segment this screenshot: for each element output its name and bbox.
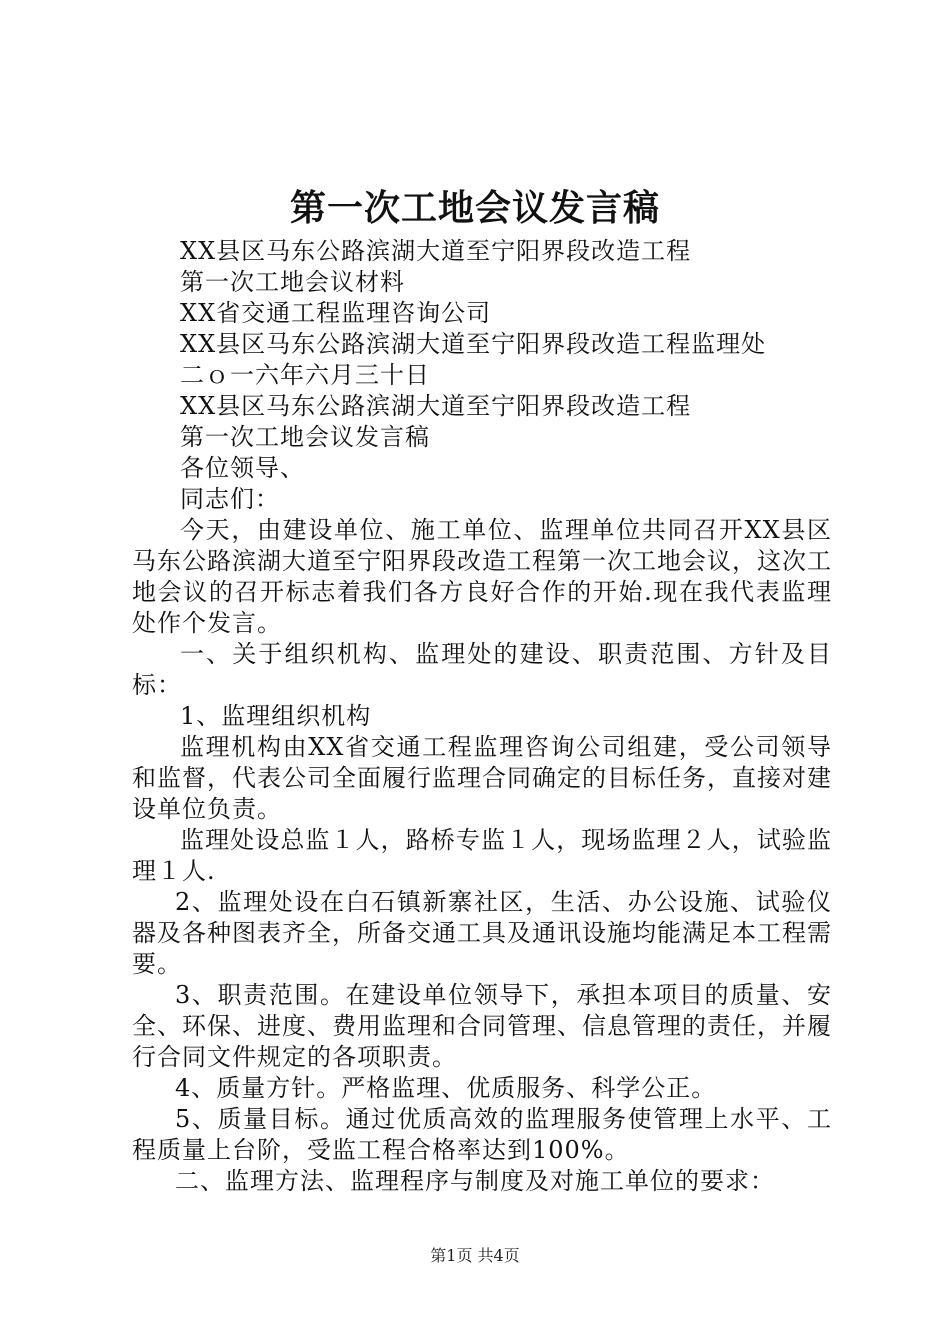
paragraph-responsibilities: 3、职责范围。在建设单位领导下，承担本项目的质量、安全、环保、进度、费用监理和合同管理、信息管理的责任，并履行合同文件规定的各项职责。 [132, 981, 832, 1071]
material-title-line: 第一次工地会议材料 [180, 268, 405, 296]
salutation-comrades: 同志们： [180, 485, 280, 513]
company-name-line: XX省交通工程监理咨询公司 [180, 299, 492, 327]
salutation-leaders: 各位领导、 [180, 454, 305, 482]
date-line: 二ｏ一六年六月三十日 [180, 361, 430, 389]
paragraph-intro: 今天，由建设单位、施工单位、监理单位共同召开XX县区马东公路滨湖大道至宁阳界段改造工程第一次工地会议，这次工地会议的召开标志着我们各方良好合作的开始.现在我代表监理处作个发言。 [132, 516, 832, 637]
subheading-organization: 1、监理组织机构 [180, 702, 372, 730]
paragraph-quality-goal: 5、质量目标。通过优质高效的监理服务使管理上水平、工程质量上台阶，受监工程合格率达到100%。 [132, 1105, 832, 1164]
page-indicator: 第1页 共4页 [430, 1246, 520, 1265]
supervision-office-line: XX县区马东公路滨湖大道至宁阳界段改造工程监理处 [180, 330, 767, 358]
paragraph-quality-policy: 4、质量方针。严格监理、优质服务、科学公正。 [175, 1074, 717, 1102]
document-body [132, 236, 832, 1197]
paragraph-office-location: 2、监理处设在白石镇新寨社区，生活、办公设施、试验仪器及各种图表齐全，所备交通工具及通讯设施均能满足本工程需要。 [132, 888, 832, 978]
document-title: 第一次工地会议发言稿 [289, 187, 660, 229]
project-name-line: XX县区马东公路滨湖大道至宁阳界段改造工程 [180, 237, 692, 265]
section-heading-1: 一、关于组织机构、监理处的建设、职责范围、方针及目标： [132, 640, 832, 699]
paragraph-organization: 监理机构由XX省交通工程监理咨询公司组建，受公司领导和监督，代表公司全面履行监理合同确定的目标任务，直接对建设单位负责。 [132, 733, 832, 823]
speech-title-line: 第一次工地会议发言稿 [180, 423, 430, 451]
paragraph-staffing: 监理处设总监１人，路桥专监１人，现场监理２人，试验监理１人. [132, 826, 832, 885]
project-name-line-2: XX县区马东公路滨湖大道至宁阳界段改造工程 [180, 392, 692, 420]
section-heading-2: 二、监理方法、监理程序与制度及对施工单位的要求： [175, 1167, 775, 1195]
